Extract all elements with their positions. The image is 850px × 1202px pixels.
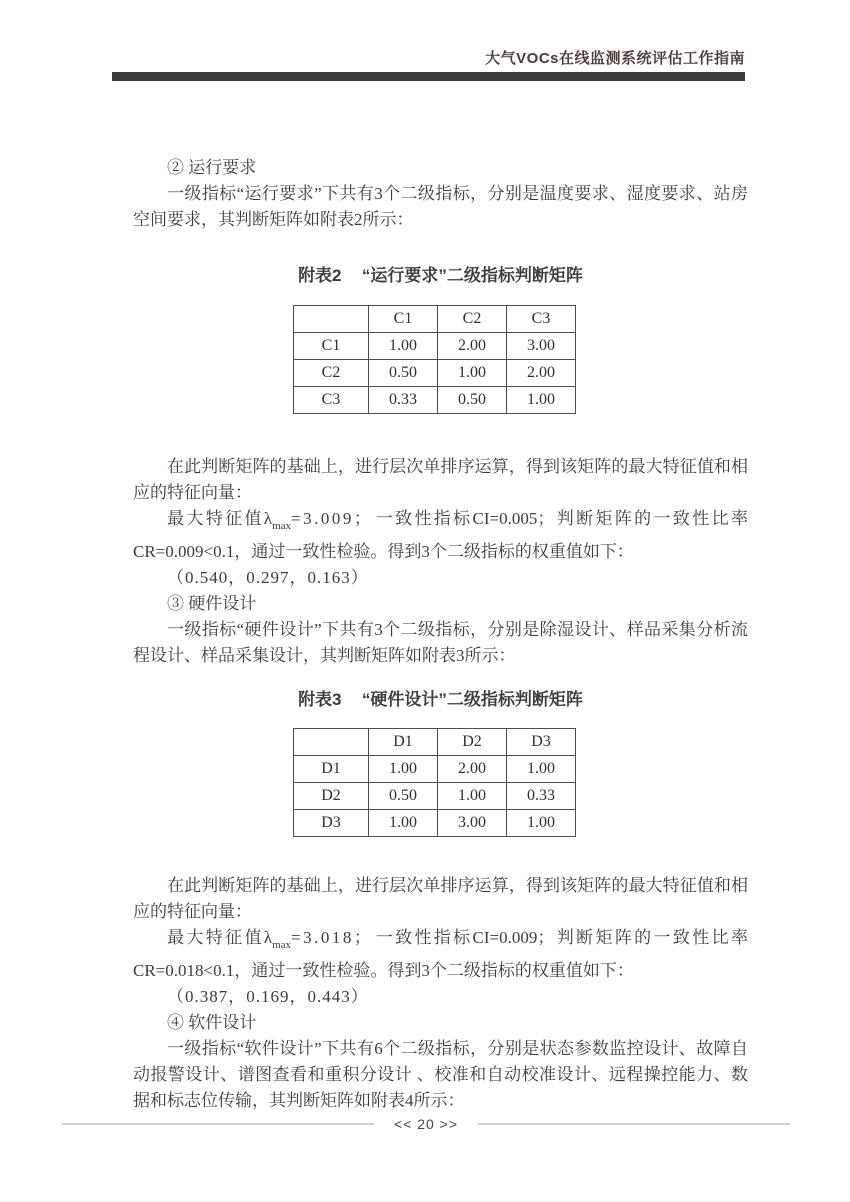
table3-caption-label: 附表3 [298, 690, 342, 709]
table-cell: C2 [294, 360, 369, 387]
paragraph-operation-analysis: 在此判断矩阵的基础上，进行层次单排序运算，得到该矩阵的最大特征值和相应的特征向量： [133, 457, 748, 502]
table-cell: C1 [294, 333, 369, 360]
section-heading-software: ④ 软件设计 [167, 1013, 257, 1032]
paragraph-hardware-intro: 一级指标“硬件设计”下共有3个二级指标，分别是除湿设计、样品采集分析流程设计、样品采集设计，其判断矩阵如附表3所示： [133, 620, 748, 665]
table-cell: 1.00 [369, 810, 438, 837]
lambda-subscript: max [272, 939, 292, 951]
table-row [294, 333, 576, 360]
weights-operation: （0.540，0.297，0.163） [167, 568, 369, 587]
footer-rule-right [478, 1123, 790, 1125]
table-cell: 1.00 [369, 756, 438, 783]
table-row [294, 387, 576, 414]
table-header-cell: C1 [369, 306, 438, 333]
table-header-row [294, 306, 576, 333]
judgment-matrix-table-2 [293, 305, 576, 414]
table-cell: 0.50 [438, 387, 507, 414]
table-cell: 0.50 [369, 360, 438, 387]
paragraph-operation-intro: 一级指标“运行要求”下共有3个二级指标，分别是温度要求、湿度要求、站房空间要求，其判断矩阵如附表2所示： [133, 184, 748, 229]
table3-caption-title: “硬件设计”二级指标判断矩阵 [361, 690, 583, 709]
table-row [294, 810, 576, 837]
footer-rule-left [62, 1123, 374, 1125]
table-header-cell: C3 [507, 306, 576, 333]
table-cell: D2 [294, 783, 369, 810]
table-cell: 2.00 [438, 756, 507, 783]
table-cell: 1.00 [507, 756, 576, 783]
section-heading-hardware: ③ 硬件设计 [167, 594, 257, 613]
paragraph-software-intro: 一级指标“软件设计”下共有6个二级指标，分别是状态参数监控设计、故障自动报警设计、谱图查看和重积分设计 、校准和自动校准设计、远程操控能力、数据和标志位传输，其判断矩阵如附表4所示： [133, 1039, 748, 1110]
table-cell: D3 [294, 810, 369, 837]
table-header-cell [294, 729, 369, 756]
table2-caption [133, 265, 748, 287]
table-header-cell: C2 [438, 306, 507, 333]
table-row [294, 783, 576, 810]
table3-caption [133, 689, 748, 711]
document-header-title: 大气VOCs在线监测系统评估工作指南 [485, 50, 745, 67]
table-cell: 0.33 [507, 783, 576, 810]
table-header-row [294, 729, 576, 756]
paragraph-hardware-eigen: 最大特征值$\lambda_{max}=3.018$；一致性指标CI=0.009；判断矩阵的一致性比率CR=0.018<0.1，通过一致性检验。得到3个二级指标的权重值如下： [133, 928, 748, 980]
table-row [294, 360, 576, 387]
header-rule-bar [112, 72, 745, 81]
table-header-cell [294, 306, 369, 333]
paragraph-hardware-analysis: 在此判断矩阵的基础上，进行层次单排序运算，得到该矩阵的最大特征值和相应的特征向量： [133, 876, 748, 921]
weights-hardware: （0.387，0.169，0.443） [167, 987, 369, 1006]
table2-caption-label: 附表2 [298, 266, 342, 285]
page-footer [62, 1116, 790, 1132]
table-header-cell: D3 [507, 729, 576, 756]
section-heading-operation: ② 运行要求 [167, 158, 257, 177]
judgment-matrix-table-3 [293, 728, 576, 837]
table-cell: 1.00 [369, 333, 438, 360]
table-cell: 1.00 [507, 387, 576, 414]
table-header-cell: D1 [369, 729, 438, 756]
page-content [133, 155, 748, 1114]
table-cell: 3.00 [507, 333, 576, 360]
table-cell: 2.00 [438, 333, 507, 360]
eigenvalue: =3.018； [291, 928, 374, 947]
table2-caption-title: “运行要求”二级指标判断矩阵 [361, 266, 583, 285]
table-cell: C3 [294, 387, 369, 414]
page-number: << 20 >> [393, 1116, 459, 1132]
table-cell: 0.50 [369, 783, 438, 810]
table-header-cell: D2 [438, 729, 507, 756]
table-cell: 3.00 [438, 810, 507, 837]
lambda-subscript: max [272, 520, 292, 532]
eigenvalue: =3.009； [291, 509, 374, 528]
table-cell: 1.00 [438, 783, 507, 810]
table-cell: 2.00 [507, 360, 576, 387]
table-row [294, 756, 576, 783]
table-cell: 0.33 [369, 387, 438, 414]
paragraph-operation-eigen: 最大特征值$\lambda_{max}=3.009$；一致性指标CI=0.005；判断矩阵的一致性比率CR=0.009<0.1，通过一致性检验。得到3个二级指标的权重值如下： [133, 509, 748, 561]
table-cell: D1 [294, 756, 369, 783]
table-cell: 1.00 [507, 810, 576, 837]
table-cell: 1.00 [438, 360, 507, 387]
